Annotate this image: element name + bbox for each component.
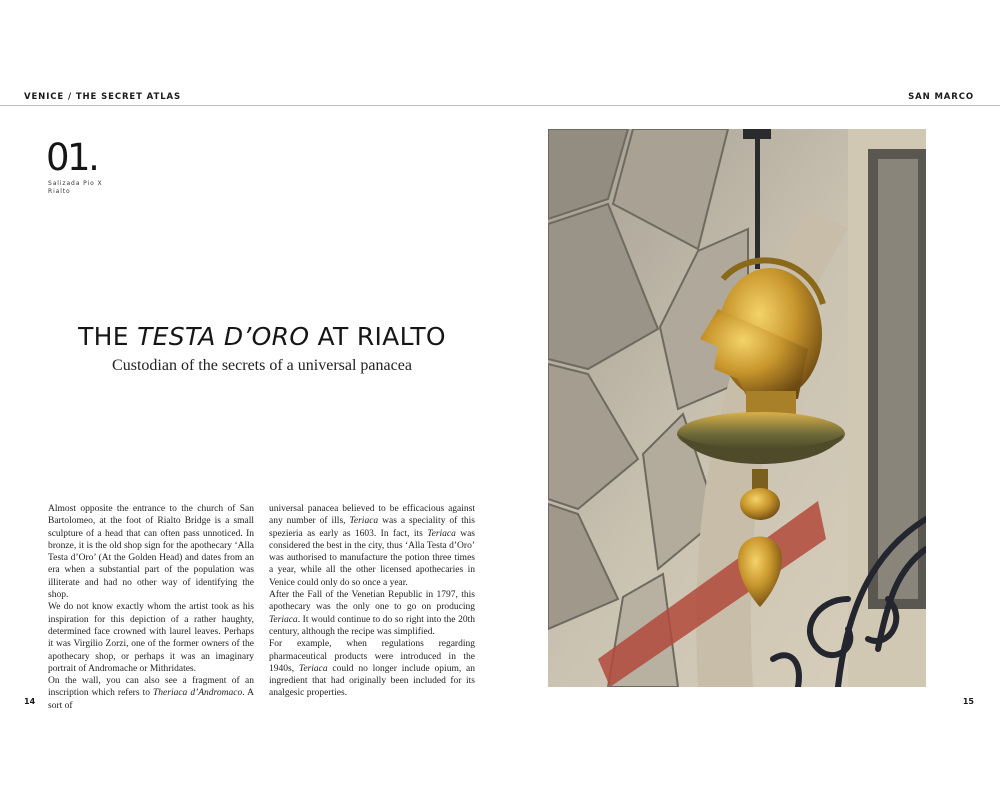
paragraph (269, 589, 475, 638)
paragraph (48, 503, 254, 601)
title-part-italic: TESTA D’ORO (137, 322, 310, 351)
page-subtitle: Custodian of the secrets of a universal panacea (112, 357, 412, 374)
paragraph-text: was considered the best in the city, thus ‘Alla Testa d’Oro’ was authorised to manufacture the potion three times a year, while all the other licensed apothecaries in Venice could only do so once a year. (269, 528, 475, 588)
paragraph (48, 601, 254, 675)
paragraph-text: For example, when regulations regarding pharmaceutical products were introduced in the 1940s, (269, 639, 475, 674)
body-column-2 (269, 503, 475, 700)
italic-term: Teriaca (427, 528, 456, 539)
body-column-1 (48, 503, 254, 712)
title-part-3: AT RIALTO (309, 322, 446, 351)
paragraph-text: . A sort of (48, 688, 254, 711)
running-header-left: VENICE / THE SECRET ATLAS (24, 92, 182, 102)
paragraph-text: We do not know exactly whom the artist took as his inspiration for this depiction of a rather haughty, determined face crowned with laurel leaves. Perhaps it was Virgilio Zorzi, one of the former owners of the apothecary shop, or perhaps it was an imaginary portrait of Andromache or Mithridates. (48, 602, 254, 674)
paragraph-text: After the Fall of the Venetian Republic in 1797, this apothecary was the only one to go on producing (269, 590, 475, 613)
page-number-right: 15 (962, 697, 974, 706)
italic-term: Teriaca (349, 516, 379, 527)
title-part-1: THE (78, 322, 138, 351)
photo-golden-head-sign (548, 129, 926, 687)
paragraph-text: Almost opposite the entrance to the church of San Bartolomeo, at the foot of Rialto Bridge is a small sculpture of a head that can often pass unnoticed. In bronze, it is the old shop sign for the apothecary ‘Alla Testa d’Oro’ (At the Golden Head) and dates from an era when a substantial part of the population was illiterate and had no other way of identifying the shop. (48, 504, 254, 601)
golden-head-illustration (548, 129, 926, 687)
paragraph (269, 503, 475, 589)
italic-term: Teriaca (298, 663, 328, 674)
page-title (0, 322, 524, 351)
header-divider (0, 105, 1000, 106)
paragraph-text: universal panacea believed to be efficacious against any number of ills, (269, 504, 475, 527)
page-number-left: 14 (24, 697, 36, 706)
paragraph-text: was a speciality of this spezieria as early as 1603. In fact, its (269, 516, 475, 539)
entry-address (48, 180, 102, 195)
paragraph-text: On the wall, you can also see a fragment of an inscription which refers to (48, 676, 254, 699)
italic-term: Teriaca (269, 614, 298, 625)
paragraph (48, 675, 254, 712)
paragraph (269, 638, 475, 699)
running-header-right: SAN MARCO (908, 92, 974, 102)
paragraph-text: . It would continue to do so right into the 20th century, although the recipe was simplified. (269, 614, 475, 637)
address-area: Rialto (48, 187, 71, 195)
address-street: Salizada Pio X (48, 180, 103, 187)
paragraph-text: could no longer include opium, an ingredient that had originally been included for its analgesic properties. (269, 663, 475, 699)
italic-term: Theriaca d’Andromaco (153, 688, 243, 699)
entry-number: 01. (46, 136, 98, 179)
